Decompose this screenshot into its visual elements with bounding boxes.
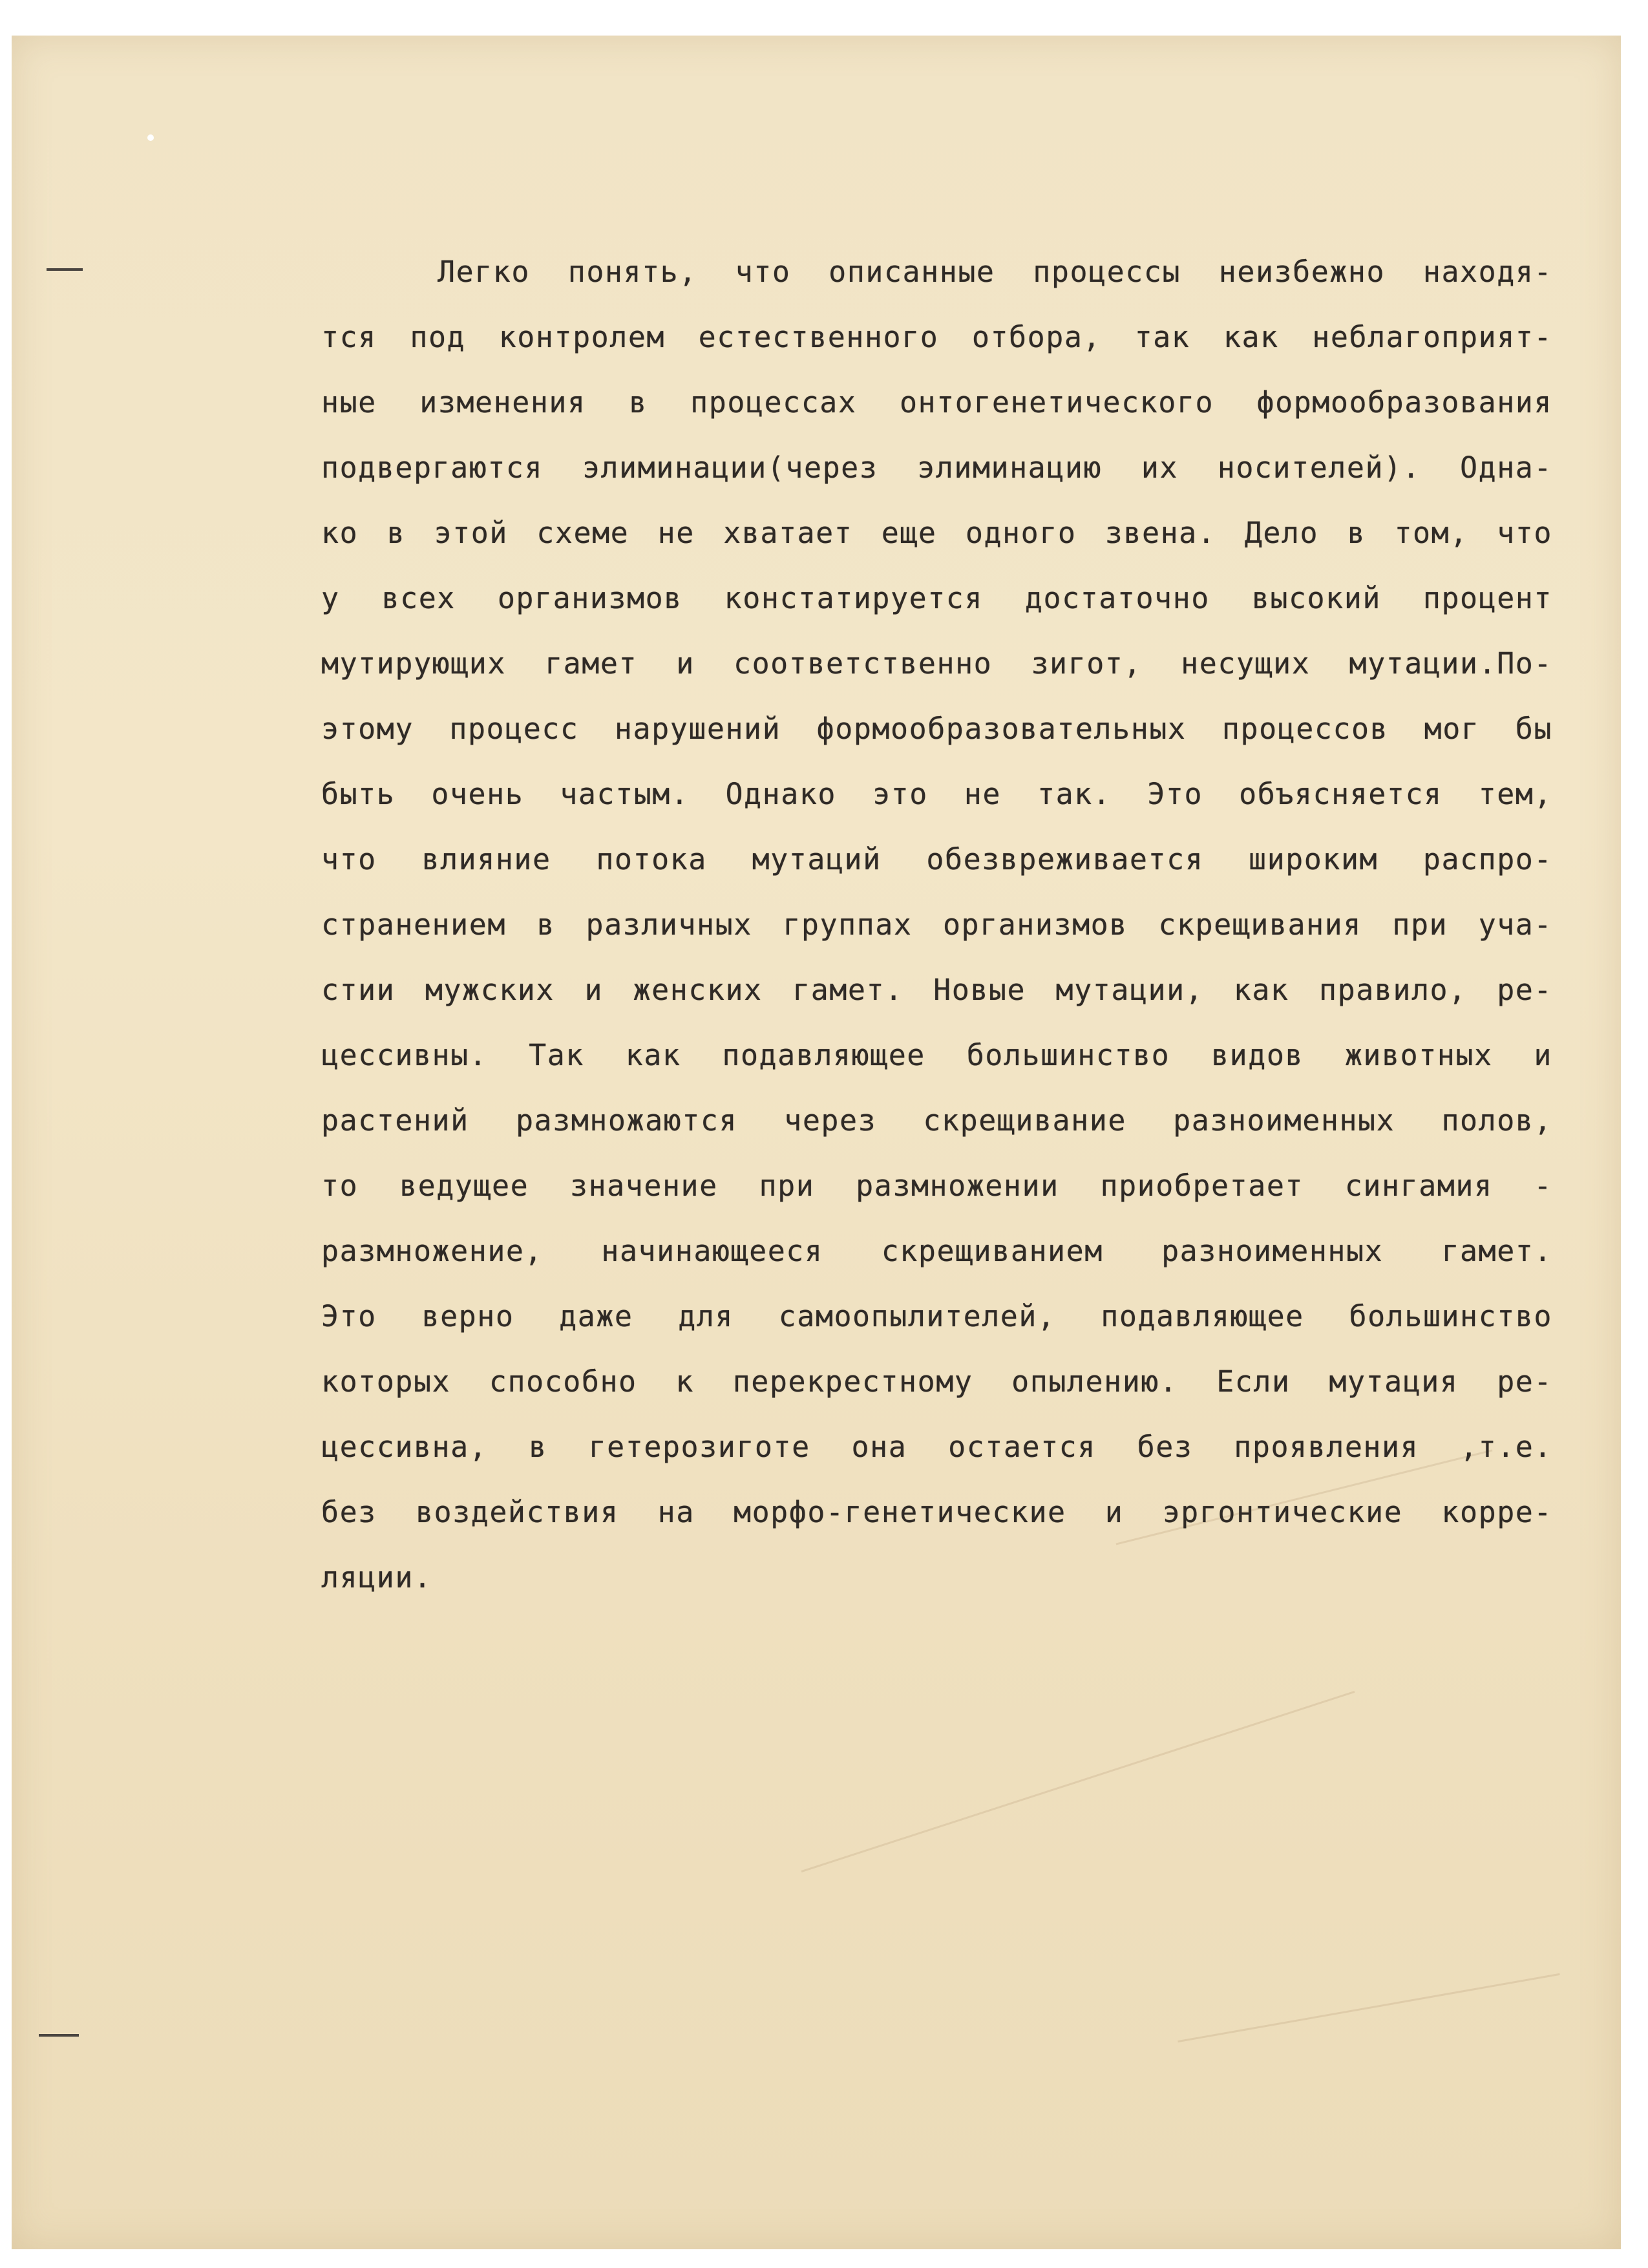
text-line: растений размножаются через скрещивание разноименных полов, <box>321 1103 1552 1138</box>
text-line: цессивны. Так как подавляющее большинство видов животных и <box>321 1038 1552 1072</box>
text-line: у всех организмов констатируется достаточно высокий процент <box>321 581 1552 615</box>
text-line: Легко понять, что описанные процессы неизбежно находя- <box>438 255 1552 289</box>
paper-crease <box>1178 1973 1559 2042</box>
text-line: странением в различных группах организмов скрещивания при уча- <box>321 907 1552 942</box>
text-line: ляции. <box>321 1560 432 1595</box>
margin-tick-mark <box>39 2034 79 2037</box>
paper-hole <box>147 134 154 141</box>
text-line: без воздействия на морфо-генетические и эргонтические корре- <box>321 1495 1552 1529</box>
text-line: мутирующих гамет и соответственно зигот, несущих мутации.По- <box>321 646 1552 681</box>
text-line: тся под контролем естественного отбора, так как неблагоприят- <box>321 320 1552 354</box>
typewritten-text <box>321 239 1552 1610</box>
text-line: стии мужских и женских гамет. Новые мутации, как правило, ре- <box>321 973 1552 1007</box>
paper-crease <box>801 1691 1355 1872</box>
text-line: которых способно к перекрестному опылению. Если мутация ре- <box>321 1364 1552 1399</box>
text-line: быть очень частым. Однако это не так. Это объясняется тем, <box>321 777 1552 811</box>
text-line: Это верно даже для самоопылителей, подавляющее большинство <box>321 1299 1552 1333</box>
text-line: ные изменения в процессах онтогенетического формообразования <box>321 385 1552 419</box>
text-line: подвергаются элиминации(через элиминацию их носителей). Одна- <box>321 450 1552 485</box>
text-line: ко в этой схеме не хватает еще одного звена. Дело в том, что <box>321 516 1552 550</box>
text-line: что влияние потока мутаций обезвреживается широким распро- <box>321 842 1552 876</box>
text-line: этому процесс нарушений формообразовательных процессов мог бы <box>321 712 1552 746</box>
text-line: цессивна, в гетерозиготе она остается без проявления ,т.е. <box>321 1430 1552 1464</box>
text-line: размножение, начинающееся скрещиванием разноименных гамет. <box>321 1234 1552 1268</box>
margin-tick-mark <box>47 268 83 271</box>
text-line: то ведущее значение при размножении приобретает сингамия - <box>321 1169 1552 1203</box>
